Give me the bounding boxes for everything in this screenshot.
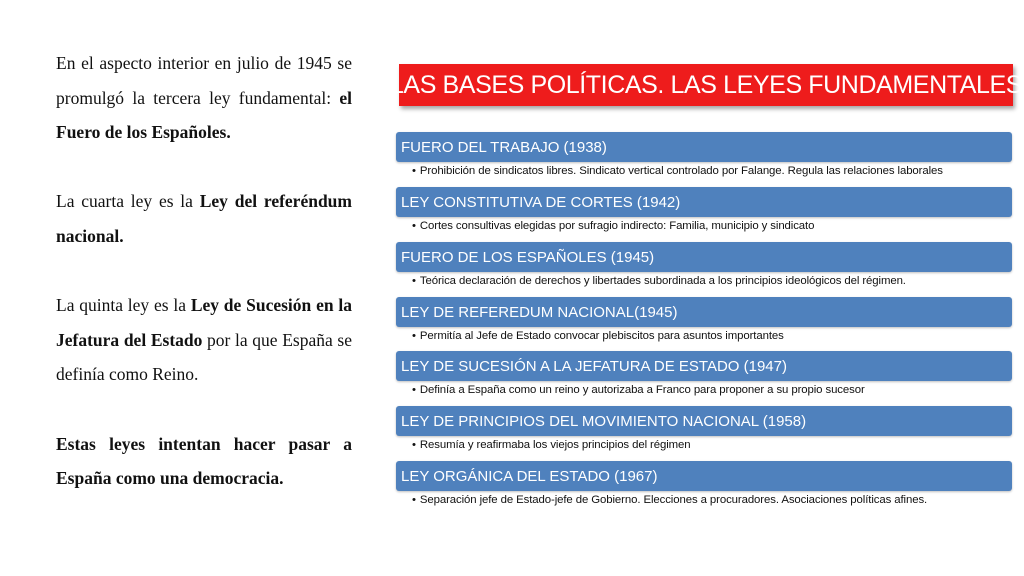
bullet-icon: • [412, 330, 416, 342]
law-title: LEY ORGÁNICA DEL ESTADO (1967) [401, 467, 658, 485]
bullet-icon: • [412, 275, 416, 287]
law-bar [396, 351, 1012, 381]
paragraph-quinta-ley [56, 288, 352, 392]
law-bar [396, 242, 1012, 272]
law-description [412, 494, 1012, 506]
law-bar [396, 297, 1012, 327]
paragraph-text: La cuarta ley es la [56, 191, 200, 212]
paragraph-conclusion [56, 427, 352, 496]
law-title: LEY DE PRINCIPIOS DEL MOVIMIENTO NACIONAL (1958) [401, 412, 807, 430]
law-bar [396, 406, 1012, 436]
law-title: FUERO DE LOS ESPAÑOLES (1945) [401, 248, 655, 266]
slide-title: LAS BASES POLÍTICAS. LAS LEYES FUNDAMENTALES [389, 70, 1023, 99]
law-description-text: Separación jefe de Estado-jefe de Gobierno. Elecciones a procuradores. Asociaciones políticas afines. [419, 494, 928, 506]
law-description-text: Prohibición de sindicatos libres. Sindicato vertical controlado por Falange. Regula las relaciones laborales [419, 165, 943, 177]
bullet-icon: • [412, 494, 416, 506]
law-description [412, 439, 1012, 451]
paragraph-bold: Ley del referéndum nacional. [56, 191, 352, 246]
law-description-text: Cortes consultivas elegidas por sufragio indirecto: Familia, municipio y sindicato [419, 220, 815, 232]
law-bar [396, 132, 1012, 162]
paragraph-cuarta-ley [56, 184, 352, 253]
law-description-text: Resumía y reafirmaba los viejos principios del régimen [419, 439, 691, 451]
title-banner [389, 64, 1023, 106]
law-description [412, 330, 1012, 342]
law-description [412, 275, 1012, 287]
bullet-icon: • [412, 384, 416, 396]
law-description [412, 384, 1012, 396]
law-description-text: Definía a España como un reino y autorizaba a Franco para proponer a su propio sucesor [419, 384, 865, 396]
law-title: FUERO DEL TRABAJO (1938) [401, 138, 607, 156]
paragraph-bold: el Fuero de los Españoles. [56, 87, 352, 143]
law-bar [396, 187, 1012, 217]
bullet-icon: • [412, 220, 416, 232]
law-description [412, 220, 1012, 232]
paragraph-tercera-ley [56, 46, 352, 150]
law-description-text: Teórica declaración de derechos y libertades subordinada a los principios ideológicos del régimen. [419, 275, 906, 287]
left-text-column [56, 46, 352, 496]
law-title: LEY CONSTITUTIVA DE CORTES (1942) [401, 193, 681, 211]
bullet-icon: • [412, 439, 416, 451]
paragraph-text: En el aspecto interior en julio de 1945 se promulgó la tercera ley fundamental: [56, 53, 352, 108]
paragraph-text: por la que España se definía como Reino. [56, 329, 352, 385]
bullet-icon: • [412, 165, 416, 177]
law-bar [396, 461, 1012, 491]
law-title: LEY DE SUCESIÓN A LA JEFATURA DE ESTADO (1947) [401, 357, 787, 375]
paragraph-bold: Estas leyes intentan hacer pasar a España como una democracia. [56, 433, 352, 489]
paragraph-text: La quinta ley es la [56, 295, 191, 316]
paragraph-bold: Ley de Sucesión en la Jefatura del Estado [56, 295, 352, 350]
law-title: LEY DE REFEREDUM NACIONAL(1945) [401, 303, 678, 321]
law-description-text: Permitía al Jefe de Estado convocar plebiscitos para asuntos importantes [419, 330, 784, 342]
law-description [412, 165, 1012, 177]
